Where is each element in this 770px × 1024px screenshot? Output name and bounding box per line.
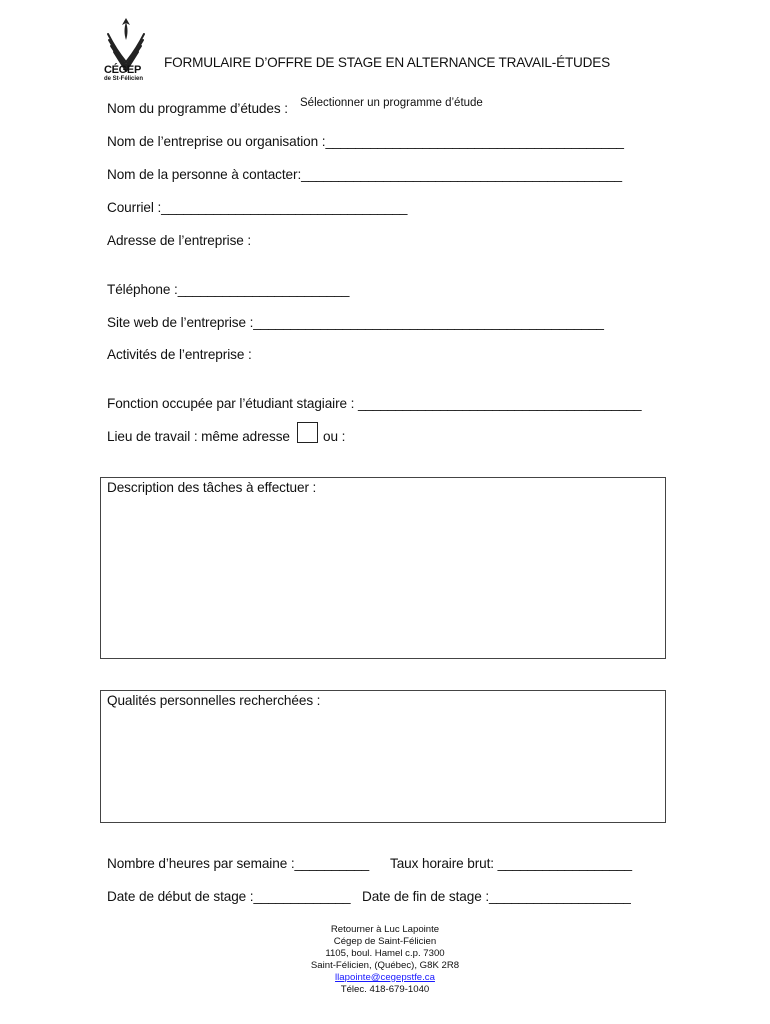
program-label: Nom du programme d’études : — [107, 101, 288, 116]
workplace-label: Lieu de travail : même adresse — [107, 429, 290, 444]
email-field[interactable]: Courriel :_________________________________ — [107, 200, 408, 215]
function-field[interactable]: Fonction occupée par l’étudiant stagiaire : ______________________________________ — [107, 396, 642, 411]
logo-subtext: de St-Félicien — [104, 76, 144, 82]
qualities-textarea[interactable] — [100, 690, 666, 823]
footer-line-3: 1105, boul. Hamel c.p. 7300 — [325, 948, 445, 959]
rate-field[interactable]: Taux horaire brut: __________________ — [390, 856, 632, 871]
logo-text: CÉGEP — [104, 64, 142, 76]
footer-line-2: Cégep de Saint-Félicien — [333, 936, 437, 947]
website-field[interactable]: Site web de l’entreprise :_______________________________________________ — [107, 315, 604, 330]
footer-line-4: Saint-Félicien, (Québec), G8K 2R8 — [310, 960, 460, 971]
company-field[interactable]: Nom de l’entreprise ou organisation :________________________________________ — [107, 134, 624, 149]
tasks-label: Description des tâches à effectuer : — [107, 480, 317, 495]
footer-email-link[interactable]: llapointe@cegepstfe.ca — [335, 972, 435, 983]
contact-field[interactable]: Nom de la personne à contacter:___________________________________________ — [107, 167, 622, 182]
footer-line-1: Retourner à Luc Lapointe — [330, 924, 440, 935]
qualities-label: Qualités personnelles recherchées : — [107, 693, 321, 708]
form-title: FORMULAIRE D’OFFRE DE STAGE EN ALTERNANCE TRAVAIL-ÉTUDES — [164, 55, 611, 70]
address-field[interactable]: Adresse de l’entreprise : — [107, 233, 252, 248]
same-address-checkbox[interactable] — [297, 422, 318, 443]
workplace-or-label[interactable]: ou : — [323, 429, 346, 444]
program-select[interactable]: Sélectionner un programme d’étude — [300, 97, 483, 109]
tasks-textarea[interactable] — [100, 477, 666, 659]
footer-phone: Télec. 418-679-1040 — [340, 984, 430, 995]
phone-field[interactable]: Téléphone :_______________________ — [107, 282, 350, 297]
activities-field[interactable]: Activités de l’entreprise : — [107, 347, 252, 362]
end-date-field[interactable]: Date de fin de stage :___________________ — [362, 889, 631, 904]
hours-field[interactable]: Nombre d’heures par semaine :__________ — [107, 856, 370, 871]
start-date-field[interactable]: Date de début de stage :_____________ — [107, 889, 351, 904]
return-address — [285, 924, 485, 996]
